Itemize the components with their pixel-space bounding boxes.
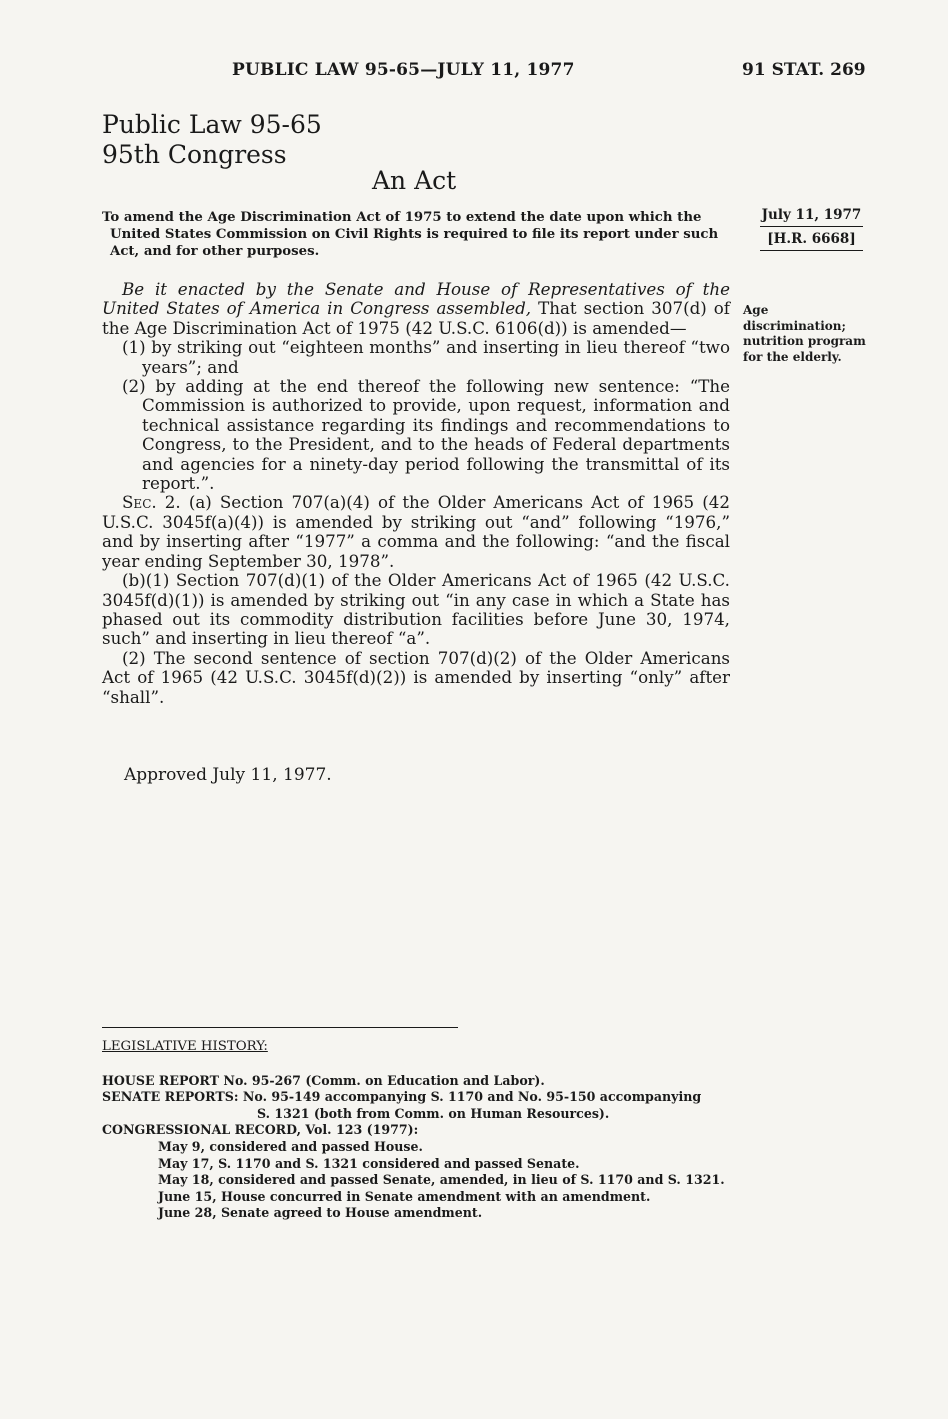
purpose-clause: To amend the Age Discrimination Act of 1975 to extend the date upon which the United States Commission on Civil Rights is required to file its report under such Act, and for other purposes. <box>102 210 719 259</box>
record-entry: June 15, House concurred in Senate amendment with an amendment. <box>158 1188 651 1204</box>
section-2-label: Sec. 2. <box>122 492 181 513</box>
margin-note-line: for the elderly. <box>743 349 842 364</box>
enacting-clause: Be it enacted by the Senate and House of Representatives of the United States of America in Congress assembled, <box>102 279 730 319</box>
record-entry: May 9, considered and passed House. <box>158 1138 423 1154</box>
legislative-history-title: LEGISLATIVE HISTORY: <box>102 1039 268 1054</box>
house-report: HOUSE REPORT No. 95-267 (Comm. on Education and Labor). <box>102 1072 545 1088</box>
section-1-intro: That section 307(d) of the Age Discrimination Act of 1975 (42 U.S.C. 6106(d)) is amended— <box>102 298 730 338</box>
divider <box>102 1027 458 1028</box>
running-head: PUBLIC LAW 95-65—JULY 11, 1977 <box>232 60 575 80</box>
section-1-paragraph-2: (2) by adding at the end thereof the following new sentence: “The Commission is authorized to provide, upon request, information and technical assistance regarding its findings and recommendations to Congress, to the President, and to the heads of Federal departments and agencies for a ninety-day period following the transmittal of its report.”. <box>122 376 730 494</box>
approved-line: Approved July 11, 1977. <box>124 765 332 785</box>
bill-number: [H.R. 6668] <box>760 227 863 251</box>
legislative-history <box>102 1039 742 1222</box>
congressional-record: CONGRESSIONAL RECORD, Vol. 123 (1977): <box>102 1122 419 1138</box>
margin-note-line: nutrition program <box>743 334 866 348</box>
act-heading: An Act <box>372 166 457 195</box>
congress: 95th Congress <box>102 140 287 169</box>
senate-reports: SENATE REPORTS: No. 95-149 accompanying S. 1170 and No. 95-150 accompanying <box>102 1089 702 1105</box>
section-1-paragraph-1: (1) by striking out “eighteen months” and inserting in lieu thereof “two years”; and <box>122 337 730 377</box>
section-1 <box>102 280 730 338</box>
record-entry: May 18, considered and passed Senate, amended, in lieu of S. 1170 and S. 1321. <box>158 1172 725 1188</box>
margin-note-line: Age <box>743 303 769 317</box>
margin-note-line: discrimination; <box>743 318 846 333</box>
margin-note <box>743 303 873 365</box>
section-2-b-1: (b)(1) Section 707(d)(1) of the Older Americans Act of 1965 (42 U.S.C. 3045f(d)(1)) is amended by striking out “in any case in which a State has phased out its commodity distribution facilities before June 30, 1974, such” and inserting in lieu thereof “a”. <box>102 570 730 649</box>
senate-reports-continued: S. 1321 (both from Comm. on Human Resources). <box>257 1105 610 1121</box>
law-number: Public Law 95-65 <box>102 110 322 139</box>
approval-date: July 11, 1977 <box>760 207 863 227</box>
stat-citation: 91 STAT. 269 <box>742 60 866 80</box>
section-2-a <box>102 493 730 571</box>
act-body <box>102 280 730 707</box>
date-note <box>760 207 863 251</box>
record-entry: June 28, Senate agreed to House amendment. <box>158 1205 483 1221</box>
section-2-b-2: (2) The second sentence of section 707(d)(2) of the Older Americans Act of 1965 (42 U.S.C. 3045f(d)(2)) is amended by inserting “only” after “shall”. <box>102 647 730 707</box>
section-2-a-text: (a) Section 707(a)(4) of the Older Americans Act of 1965 (42 U.S.C. 3045f(a)(4)) is amended by striking out “and” following “1976,” and by inserting after “1977” a comma and the following: “and the fiscal year ending September 30, 1978”. <box>102 492 731 571</box>
record-entry: May 17, S. 1170 and S. 1321 considered and passed Senate. <box>158 1155 580 1171</box>
